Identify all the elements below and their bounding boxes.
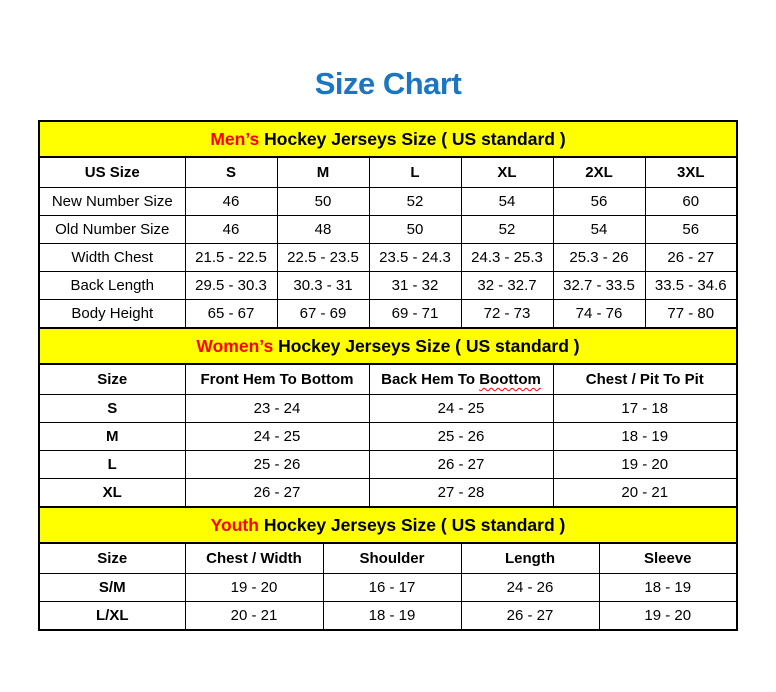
womens-banner-highlight: Women’s — [196, 335, 274, 356]
table-cell: 29.5 - 30.3 — [185, 272, 277, 300]
table-cell: 19 - 20 — [185, 574, 323, 602]
table-cell: 48 — [277, 216, 369, 244]
column-header: L — [369, 157, 461, 188]
row-label: S — [39, 395, 185, 423]
table-cell: 56 — [645, 216, 737, 244]
youth-banner-rest: Hockey Jerseys Size ( US standard ) — [258, 514, 566, 535]
table-cell: 23.5 - 24.3 — [369, 244, 461, 272]
table-cell: 25.3 - 26 — [553, 244, 645, 272]
youth-banner-cell — [39, 507, 737, 543]
table-cell: 74 - 76 — [553, 300, 645, 329]
size-chart-tables — [38, 120, 736, 631]
row-label: New Number Size — [39, 188, 185, 216]
column-header: Sleeve — [599, 543, 737, 574]
column-header: Chest / Width — [185, 543, 323, 574]
column-header: M — [277, 157, 369, 188]
table-row — [39, 602, 737, 631]
column-header: Front Hem To Bottom — [185, 364, 369, 395]
table-cell: 26 - 27 — [369, 451, 553, 479]
column-header: Shoulder — [323, 543, 461, 574]
mens-banner-cell — [39, 121, 737, 157]
table-cell: 21.5 - 22.5 — [185, 244, 277, 272]
womens-size-table — [38, 327, 738, 508]
column-header: XL — [461, 157, 553, 188]
table-cell: 22.5 - 23.5 — [277, 244, 369, 272]
row-label: Back Length — [39, 272, 185, 300]
womens-banner-rest: Hockey Jerseys Size ( US standard ) — [273, 335, 580, 356]
row-label: L — [39, 451, 185, 479]
table-cell: 69 - 71 — [369, 300, 461, 329]
table-cell: 27 - 28 — [369, 479, 553, 508]
table-row — [39, 300, 737, 329]
table-cell: 50 — [369, 216, 461, 244]
youth-banner-highlight: Youth — [210, 514, 259, 535]
column-header: S — [185, 157, 277, 188]
row-label: Width Chest — [39, 244, 185, 272]
column-header-text: Back Hem To — [381, 371, 480, 388]
table-cell: 33.5 - 34.6 — [645, 272, 737, 300]
table-cell: 23 - 24 — [185, 395, 369, 423]
mens-size-table — [38, 120, 738, 329]
table-row — [39, 188, 737, 216]
table-cell: 32.7 - 33.5 — [553, 272, 645, 300]
column-header: Size — [39, 364, 185, 395]
table-cell: 25 - 26 — [185, 451, 369, 479]
table-cell: 32 - 32.7 — [461, 272, 553, 300]
mens-banner-highlight: Men’s — [210, 128, 260, 149]
youth-size-table — [38, 506, 738, 631]
row-label: Body Height — [39, 300, 185, 329]
column-header: Length — [461, 543, 599, 574]
table-cell: 20 - 21 — [553, 479, 737, 508]
table-cell: 18 - 19 — [323, 602, 461, 631]
table-cell: 72 - 73 — [461, 300, 553, 329]
column-header: 3XL — [645, 157, 737, 188]
table-cell: 19 - 20 — [553, 451, 737, 479]
table-cell: 54 — [553, 216, 645, 244]
row-label: XL — [39, 479, 185, 508]
table-row — [39, 423, 737, 451]
page-title: Size Chart — [314, 66, 462, 101]
row-label: M — [39, 423, 185, 451]
mens-banner — [39, 121, 737, 157]
womens-banner-cell — [39, 328, 737, 364]
table-cell: 20 - 21 — [185, 602, 323, 631]
misspelled-word: Boottom — [479, 371, 541, 388]
table-cell: 17 - 18 — [553, 395, 737, 423]
womens-header-row — [39, 364, 737, 395]
table-cell: 19 - 20 — [599, 602, 737, 631]
youth-banner — [39, 507, 737, 543]
womens-banner — [39, 328, 737, 364]
table-cell: 30.3 - 31 — [277, 272, 369, 300]
row-label: L/XL — [39, 602, 185, 631]
table-cell: 31 - 32 — [369, 272, 461, 300]
table-row — [39, 479, 737, 508]
table-row — [39, 244, 737, 272]
table-cell: 60 — [645, 188, 737, 216]
table-row — [39, 395, 737, 423]
table-row — [39, 216, 737, 244]
table-cell: 24.3 - 25.3 — [461, 244, 553, 272]
row-label: S/M — [39, 574, 185, 602]
table-cell: 25 - 26 — [369, 423, 553, 451]
table-row — [39, 272, 737, 300]
table-cell: 67 - 69 — [277, 300, 369, 329]
table-cell: 65 - 67 — [185, 300, 277, 329]
column-header — [369, 364, 553, 395]
table-cell: 52 — [369, 188, 461, 216]
table-cell: 54 — [461, 188, 553, 216]
table-cell: 52 — [461, 216, 553, 244]
mens-header-row — [39, 157, 737, 188]
table-cell: 24 - 26 — [461, 574, 599, 602]
table-cell: 26 - 27 — [461, 602, 599, 631]
column-header: Chest / Pit To Pit — [553, 364, 737, 395]
table-cell: 16 - 17 — [323, 574, 461, 602]
table-cell: 46 — [185, 188, 277, 216]
youth-header-row — [39, 543, 737, 574]
table-cell: 26 - 27 — [645, 244, 737, 272]
table-cell: 77 - 80 — [645, 300, 737, 329]
table-cell: 18 - 19 — [599, 574, 737, 602]
column-header: US Size — [39, 157, 185, 188]
table-cell: 46 — [185, 216, 277, 244]
table-cell: 18 - 19 — [553, 423, 737, 451]
table-cell: 24 - 25 — [369, 395, 553, 423]
table-row — [39, 574, 737, 602]
table-cell: 56 — [553, 188, 645, 216]
table-cell: 50 — [277, 188, 369, 216]
mens-banner-rest: Hockey Jerseys Size ( US standard ) — [259, 128, 566, 149]
column-header: Size — [39, 543, 185, 574]
column-header: 2XL — [553, 157, 645, 188]
table-row — [39, 451, 737, 479]
table-cell: 24 - 25 — [185, 423, 369, 451]
row-label: Old Number Size — [39, 216, 185, 244]
table-cell: 26 - 27 — [185, 479, 369, 508]
